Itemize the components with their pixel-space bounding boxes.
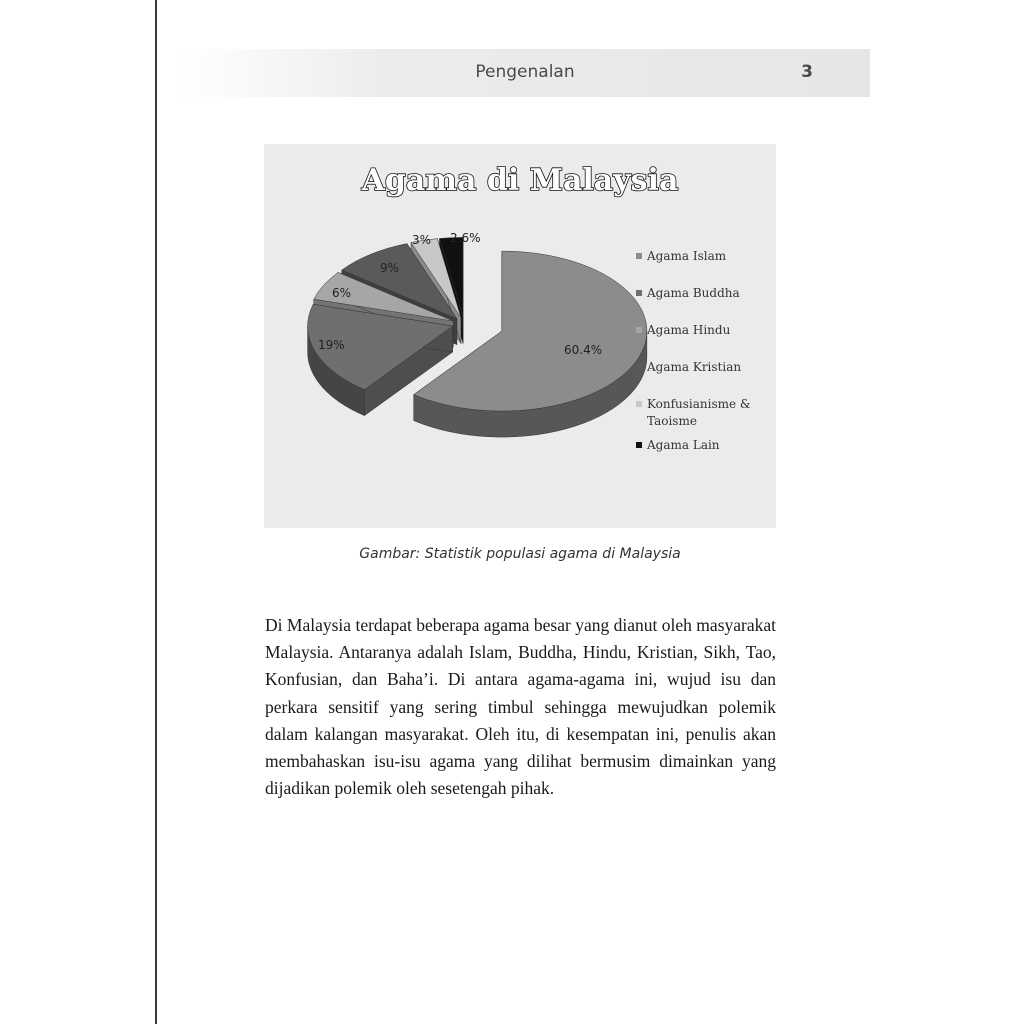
- data-label-5: 3%: [412, 233, 432, 247]
- data-label-4: 9%: [380, 261, 400, 275]
- legend-swatch-3: [636, 327, 642, 333]
- legend-swatch-5: [636, 401, 642, 407]
- legend-label-3: Agama Hindu: [647, 323, 731, 337]
- legend-swatch-4: [636, 364, 642, 370]
- data-label-1: 60.4%: [564, 343, 603, 357]
- legend-label-2: Agama Buddha: [647, 286, 740, 300]
- legend-label-4: Agama Kristian: [647, 360, 742, 374]
- data-label-2: 19%: [318, 338, 345, 352]
- figure-caption: Gambar: Statistik populasi agama di Malaysia: [359, 546, 681, 562]
- legend-label-5: Konfusianisme &: [647, 397, 751, 411]
- chart-canvas: [264, 144, 776, 528]
- data-label-3: 6%: [332, 286, 352, 300]
- chart-title: Agama di Malaysia: [361, 163, 679, 198]
- running-header: [180, 49, 870, 97]
- legend-label-5-line-2: Taoisme: [647, 414, 697, 428]
- header-title: Pengenalan: [475, 62, 575, 82]
- data-label-6: 2.6%: [450, 231, 481, 245]
- legend-swatch-6: [636, 442, 642, 448]
- legend-swatch-2: [636, 290, 642, 296]
- religion-pie-chart: [264, 144, 776, 528]
- body-paragraph: Di Malaysia terdapat beberapa agama besar yang dianut oleh masyarakat Malaysia. Antaranya adalah Islam, Buddha, Hindu, Kristian, Sikh, Tao, Konfusian, dan Baha’i. Di antara agama-agama ini, wujud isu dan perkara sensitif yang sering timbul sehingga mewujudkan polemik dalam kalangan masyarakat. Oleh itu, di kesempatan ini, penulis akan membahaskan isu-isu agama yang dilihat bermusim dimainkan yang dijadikan polemik oleh sesetengah pihak.: [265, 615, 776, 799]
- legend-swatch-1: [636, 253, 642, 259]
- page-margin-rule: [155, 0, 157, 1024]
- legend-label-6: Agama Lain: [647, 438, 720, 452]
- page-number: 3: [801, 62, 813, 82]
- legend-label-1: Agama Islam: [647, 249, 727, 263]
